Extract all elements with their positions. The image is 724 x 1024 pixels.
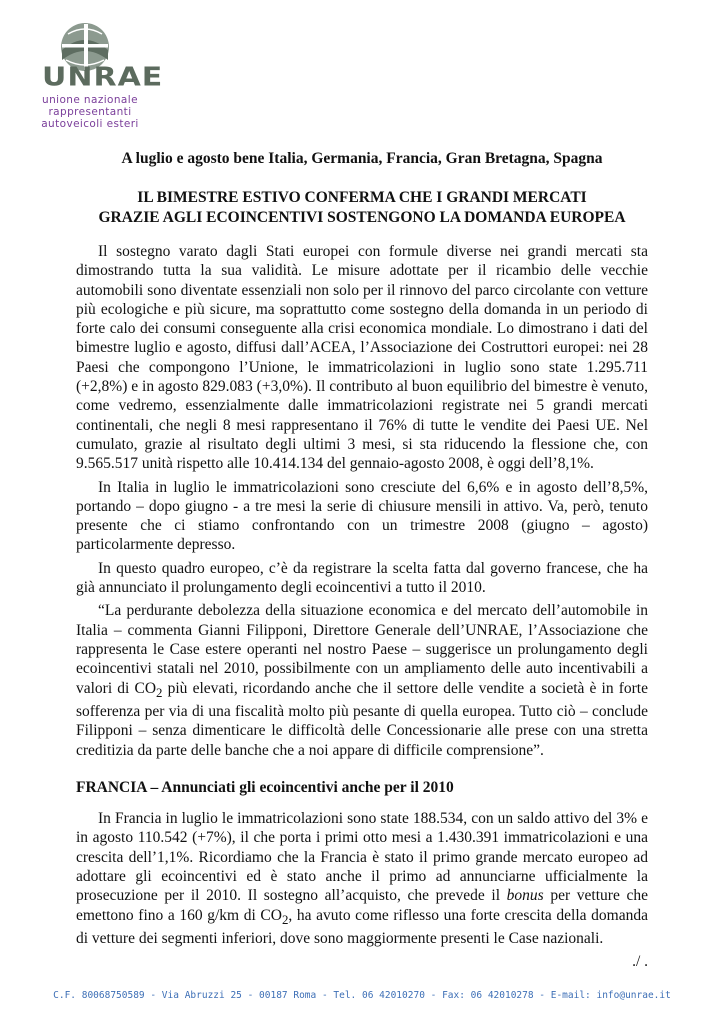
co2-subscript: 2 — [156, 684, 163, 700]
francia-text-middle: per vetture che emettono fino a 160 g/km di CO — [76, 887, 648, 924]
francia-co2-subscript: 2 — [281, 911, 289, 927]
paragraph-europe: Il sostegno varato dagli Stati europei con formule diverse nei grandi mercati sta dimostrando tutta la sua validità. Le misure adottate per il ricambio delle vecchie automobili sono diventate essenziali non solo per il rinnovo del parco circolante con vetture più ecologiche e più sicure, ma soprattutto come sostegno della domanda in un periodo di forte calo dei consumi conseguente alla crisi economica mondiale. Lo dimostrano i dati del bimestre luglio e agosto, diffusi dall’ACEA, l’Associazione dei Costruttori europei: nei 28 Paesi che compongono l’Unione, le immatricolazioni in luglio sono state 1.295.711 (+2,8%) e in agosto 829.083 (+3,0%). Il contributo al buon equilibrio del bimestre è venuto, come vedremo, essenzialmente dalle immatricolazioni registrate nei 5 grandi mercati continentali, che negli 8 mesi rappresentano il 76% di tutte le vendite dei Paesi UE. Nel cumulato, grazie al risultato degli ultimi 3 mesi, si sta riducendo la flessione che, con 9.565.517 unità rispetto alle 10.414.134 del gennaio-agosto 2008, è oggi dell’8,1%. — [76, 243, 648, 473]
paragraph-quote — [76, 601, 648, 759]
paragraph-france-context: In questo quadro europeo, c’è da registrare la scelta fatta dal governo francese, che ha già annunciato il prolungamento degli ecoincentivi a tutto il 2010. — [76, 559, 648, 597]
headline-line-1: IL BIMESTRE ESTIVO CONFERMA CHE I GRANDI MERCATI — [137, 189, 587, 206]
logo-tagline-1: unione nazionale — [42, 94, 138, 106]
logo-tagline-2: rappresentanti — [48, 106, 132, 118]
press-subtitle: A luglio e agosto bene Italia, Germania, Francia, Gran Bretagna, Spagna — [121, 150, 603, 167]
article-body — [76, 242, 648, 972]
francia-italic-word: bonus — [506, 887, 544, 905]
continuation-mark: ./ . — [632, 953, 648, 971]
quote-text-end: più elevati, ricordando anche che il settore delle vendite a società è in forte sofferenza per via di una fiscalità molto più pesante di quella europea. Tutto ciò – conclude Filipponi – senza dimenticare le difficoltà delle Concessionarie alle prese con una stretta creditizia da parte delle banche che a noi appare di difficile comprensione”. — [76, 679, 648, 759]
paragraph-italy: In Italia in luglio le immatricolazioni sono cresciute del 6,6% e in agosto dell’8,5%, portando – dopo giugno - a tre mesi la serie di chiusure mensili in attivo. Va, però, tenuto presente che ci stiamo confrontando con un trimestre 2008 (giugno – agosto) particolarmente depresso. — [76, 478, 648, 554]
press-headline — [76, 188, 648, 228]
headline-line-2: GRAZIE AGLI ECOINCENTIVI SOSTENGONO LA DOMANDA EUROPEA — [98, 209, 626, 226]
section-title-francia: FRANCIA – Annunciati gli ecoincentivi anche per il 2010 — [76, 778, 454, 796]
quote-text-start: “La perdurante debolezza della situazione economica e del mercato dell’automobile in Italia – commenta Gianni Filipponi, Direttore Generale dell’UNRAE, l’Associazione che rappresenta le Case estere operanti nel nostro Paese – suggerisce un prolungamento degli ecoincentivi statali nel 2010, possibilmente con un ampliamento delle auto incentivabili a valori di CO — [76, 602, 648, 697]
footer-contact: C.F. 80068750589 - Via Abruzzi 25 - 00187 Roma - Tel. 06 42010270 - Fax: 06 42010278 - E-mail: info@unrae.it — [53, 990, 671, 1001]
logo-wordmark: UNRAE — [42, 62, 164, 93]
francia-text-end: , ha avuto come riflesso una forte crescita della domanda di vetture dei segmenti inferiori, dove sono maggiormente presenti le Case nazionali. — [76, 906, 648, 947]
paragraph-francia — [76, 809, 648, 948]
unrae-logo — [36, 20, 164, 130]
logo-tagline-3: autoveicoli esteri — [41, 118, 139, 130]
francia-text-start: In Francia in luglio le immatricolazioni sono state 188.534, con un saldo attivo del 3% e in agosto 110.542 (+7%), il che porta i primi otto mesi a 1.430.391 immatricolazioni e una crescita dell’1,1%. Ricordiamo che la Francia è stato il primo grande mercato europeo ad adottare gli ecoincentivi ed è stato anche il primo ad annunciarne ufficialmente la prosecuzione per il 2010. Il sostegno all’acquisto, che prevede il — [76, 810, 648, 905]
